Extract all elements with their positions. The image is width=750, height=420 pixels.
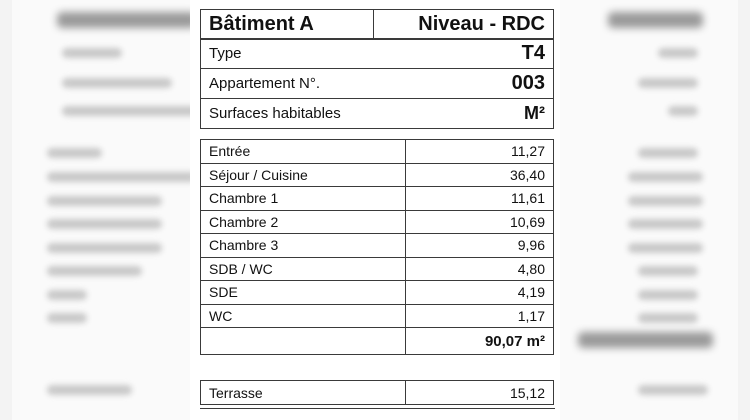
room-row [201,304,554,328]
type-row [201,39,554,69]
room-name: Chambre 2 [201,210,406,234]
apartment-info-table [200,38,554,129]
total-area: 90,07 m² [406,328,554,355]
room-area: 4,19 [406,281,554,305]
room-areas-table [200,139,554,355]
room-name: Entrée [201,140,406,164]
surfaces-label: Surfaces habitables [201,99,454,129]
room-area: 11,27 [406,140,554,164]
terrace-label: Terrasse [201,381,406,405]
room-row [201,187,554,211]
room-row [201,210,554,234]
room-name: SDE [201,281,406,305]
background-document-left [12,0,202,420]
building-name: Bâtiment A [201,10,374,40]
room-name: Séjour / Cuisine [201,163,406,187]
room-area: 11,61 [406,187,554,211]
room-area: 1,17 [406,304,554,328]
room-area: 10,69 [406,210,554,234]
apartment-number-label: Appartement N°. [201,69,454,99]
apartment-number-value: 003 [454,69,554,99]
room-row [201,234,554,258]
room-row [201,281,554,305]
terrace-row [201,381,554,405]
room-name: Chambre 3 [201,234,406,258]
total-label-cell [201,328,406,355]
room-row [201,257,554,281]
type-value: T4 [454,39,554,69]
background-document-right [548,0,738,420]
terrace-table [200,380,554,405]
room-area: 36,40 [406,163,554,187]
terrace-area: 15,12 [406,381,554,405]
room-area: 4,80 [406,257,554,281]
room-name: SDB / WC [201,257,406,281]
type-label: Type [201,39,454,69]
room-area: 9,96 [406,234,554,258]
apartment-sheet [190,0,560,420]
apartment-number-row [201,69,554,99]
room-name: WC [201,304,406,328]
surfaces-row [201,99,554,129]
building-row [201,10,554,40]
surfaces-unit: M² [454,99,554,129]
total-row [201,328,554,355]
level-name: Niveau - RDC [374,10,554,40]
room-row [201,140,554,164]
apartment-header-table [200,9,554,40]
bottom-divider [200,408,555,409]
room-name: Chambre 1 [201,187,406,211]
room-row [201,163,554,187]
